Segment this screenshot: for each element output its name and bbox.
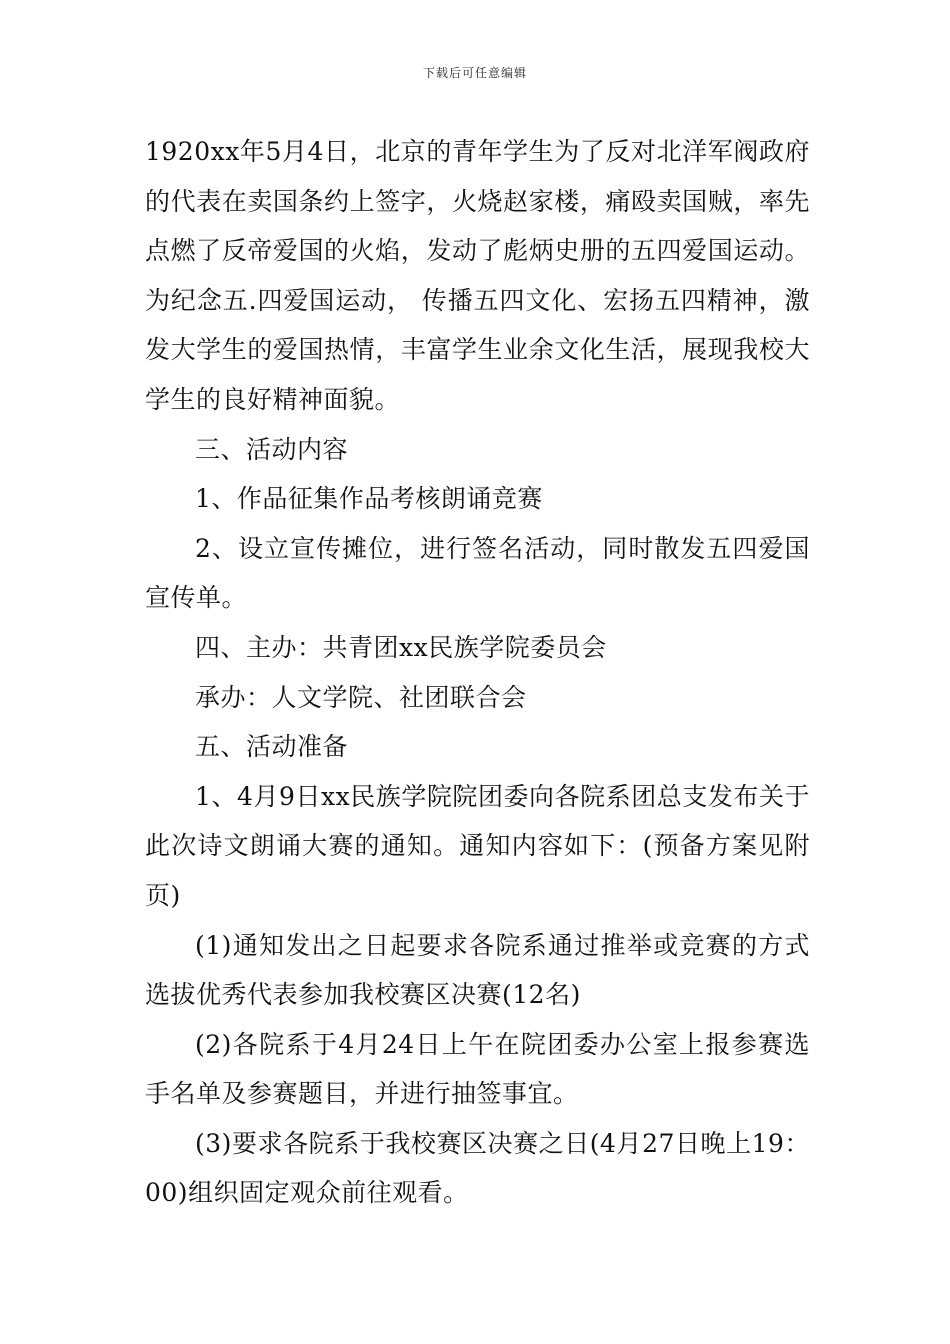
section-heading-preparation: 五、活动准备 [195,732,349,762]
preparation-item-1: 1、4月9日xx民族学院院团委向各院系团总支发布关于此次诗文朗诵大赛的通知。通知内容如下：(预备方案见附页) [145,781,810,910]
co-organizer-line: 承办：人文学院、社团联合会 [195,682,527,712]
notice-item-1: (1)通知发出之日起要求各院系通过推举或竞赛的方式选拔优秀代表参加我校赛区决赛(12名) [145,930,810,1010]
page-header-note: 下载后可任意编辑 [422,66,527,80]
section-heading-activity-content: 三、活动内容 [195,434,349,464]
document-body [145,127,810,1218]
activity-item-1: 1、作品征集作品考核朗诵竞赛 [195,484,543,514]
notice-item-3: (3)要求各院系于我校赛区决赛之日(4月27日晚上19：00)组织固定观众前往观看。 [145,1128,810,1208]
section-heading-organizer: 四、主办：共青团xx民族学院委员会 [195,632,607,662]
activity-item-2: 2、设立宣传摊位，进行签名活动，同时散发五四爱国宣传单。 [145,533,810,613]
notice-item-2: (2)各院系于4月24日上午在院团委办公室上报参赛选手名单及参赛题目，并进行抽签事宜。 [145,1029,810,1109]
background-paragraph: 1920xx年5月4日，北京的青年学生为了反对北洋军阀政府的代表在卖国条约上签字，火烧赵家楼，痛殴卖国贼，率先点燃了反帝爱国的火焰，发动了彪炳史册的五四爱国运动。为纪念五.四爱国运动， 传播五四文化、宏扬五四精神，激发大学生的爱国热情，丰富学生业余文化生活，展现我校大学生的良好精神面貌。 [145,137,810,414]
